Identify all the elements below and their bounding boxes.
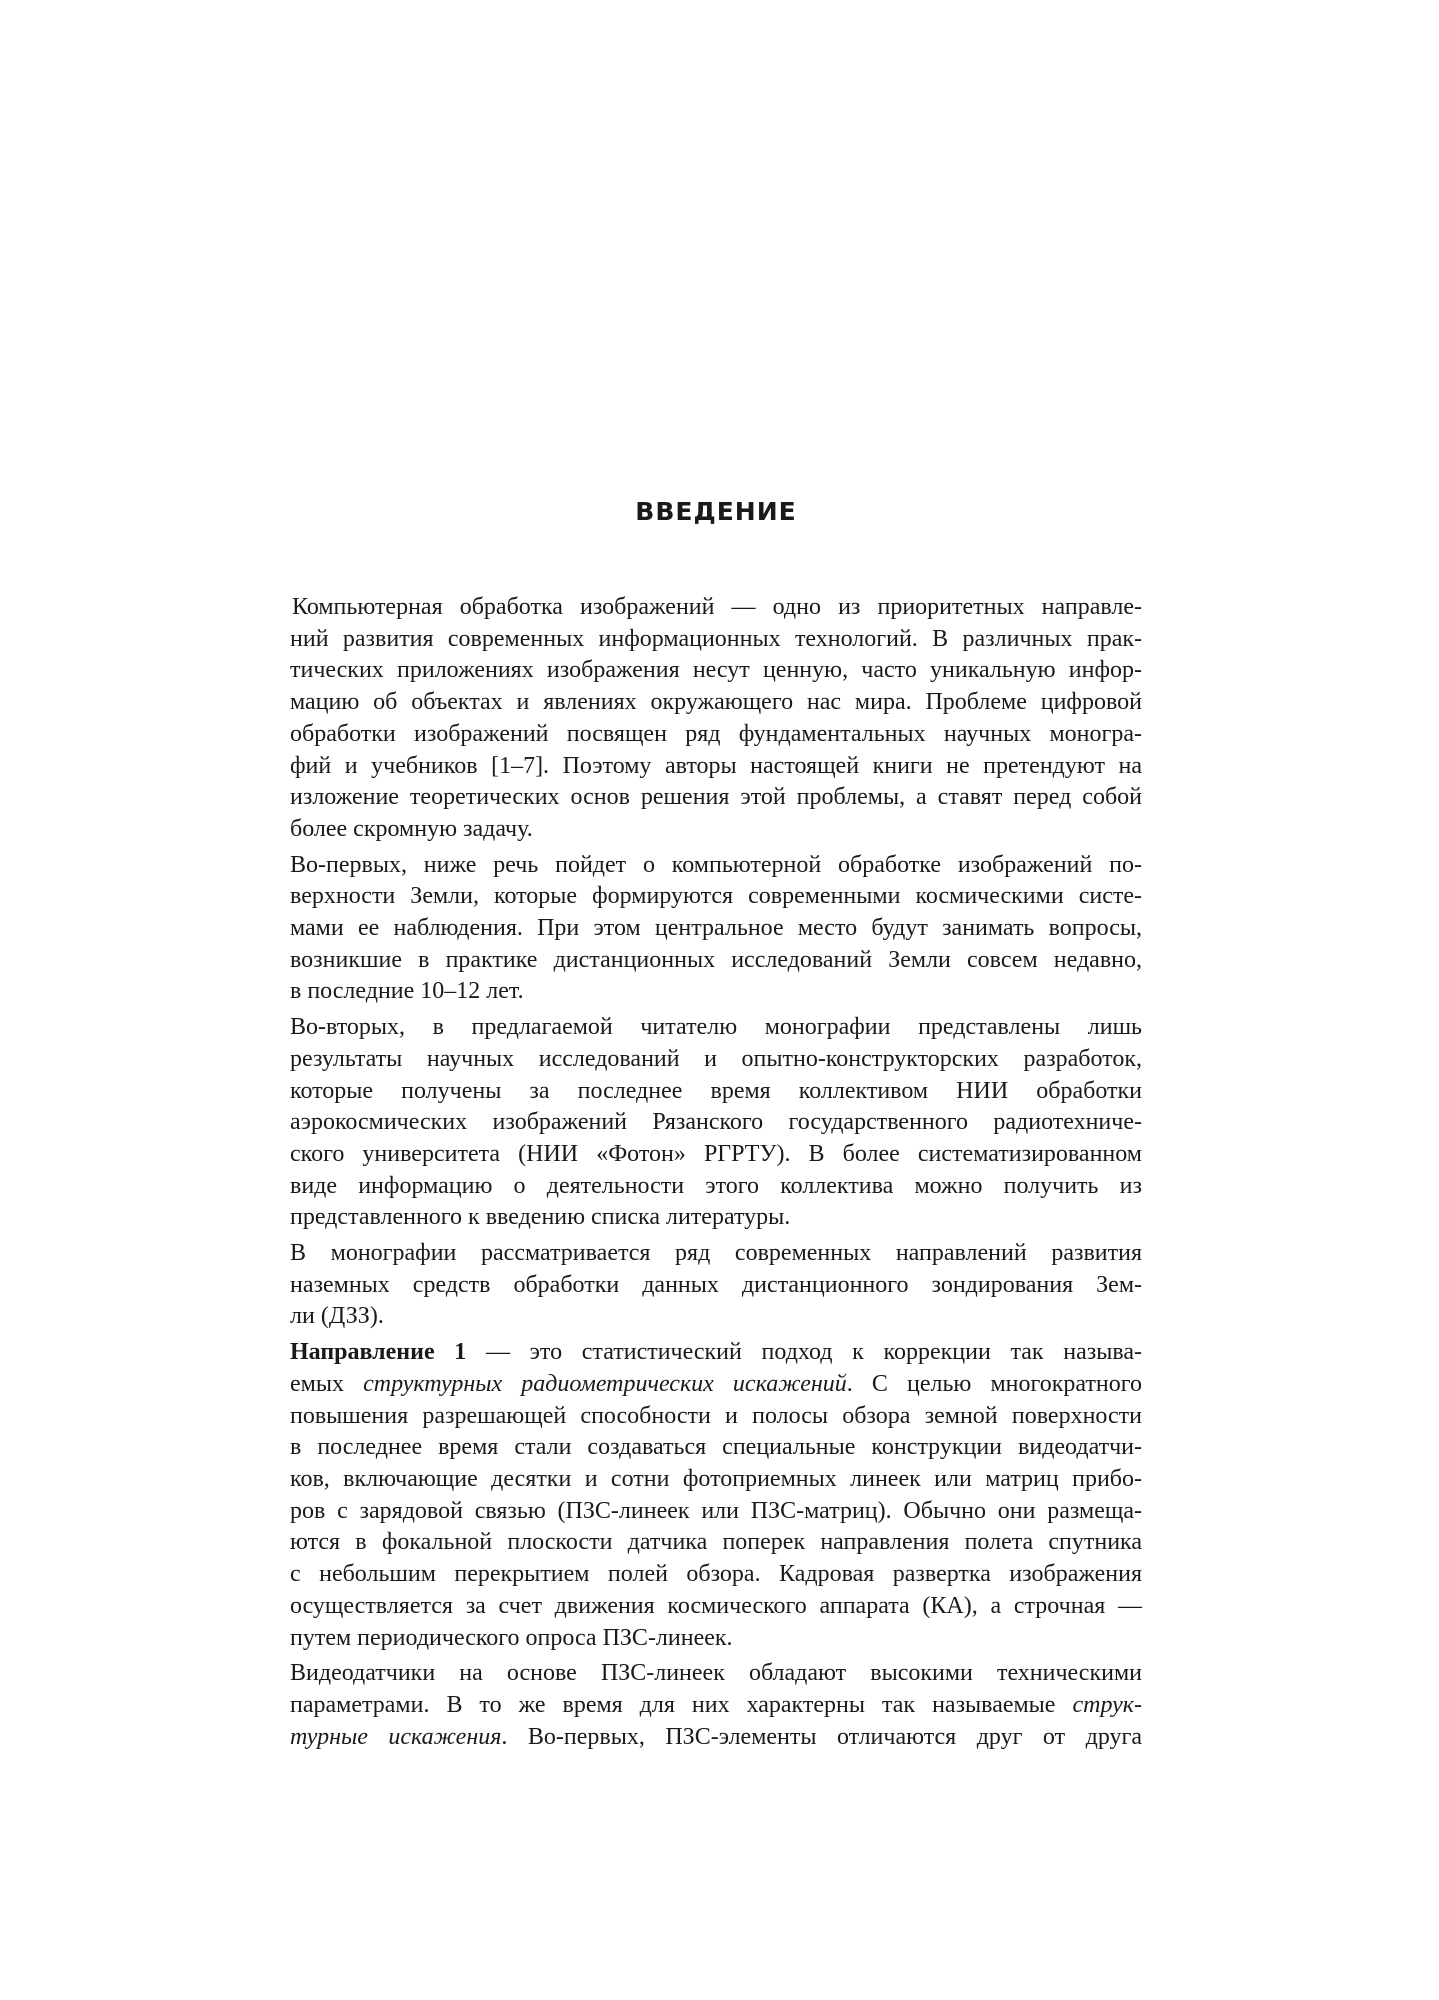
page-content xyxy=(290,490,1142,1755)
paragraph-6 xyxy=(290,1658,1142,1753)
paragraph-5 xyxy=(290,1337,1142,1654)
paragraph-4 xyxy=(290,1238,1142,1333)
text-line: ков, включающие десятки и сотни фотоприемных линеек или матриц прибо- xyxy=(290,1465,1142,1492)
chapter-title: ВВЕДЕНИЕ xyxy=(635,497,797,526)
emphasis-term: струк- xyxy=(1072,1691,1142,1718)
text-line: в последние 10–12 лет. xyxy=(290,978,524,1005)
text-line: обработки изображений посвящен ряд фундаментальных научных моногра- xyxy=(290,720,1142,747)
text-line: осуществляется за счет движения космического аппарата (КА), а строчная — xyxy=(290,1592,1142,1619)
text-line: которые получены за последнее время коллективом НИИ обработки xyxy=(290,1077,1142,1104)
text-line: Во-первых, ниже речь пойдет о компьютерной обработке изображений по- xyxy=(290,851,1142,878)
text-line: тических приложениях изображения несут ценную, часто уникальную инфор- xyxy=(290,657,1142,684)
direction-heading: Направление 1 xyxy=(290,1339,467,1366)
text-line: повышения разрешающей способности и полосы обзора земной поверхности xyxy=(290,1402,1142,1429)
text-line: В монографии рассматривается ряд современных направлений развития xyxy=(290,1240,1142,1267)
text-line: изложение теоретических основ решения этой проблемы, а ставят перед собой xyxy=(290,784,1142,811)
text-line: ров с зарядовой связью (ПЗС-линеек или ПЗС-матриц). Обычно они размеща- xyxy=(290,1497,1142,1524)
text-run: емых xyxy=(290,1370,364,1397)
text-line: в последнее время стали создаваться специальные конструкции видеодатчи- xyxy=(290,1434,1142,1461)
text-line: аэрокосмических изображений Рязанского государственного радиотехниче- xyxy=(290,1109,1142,1136)
text-run: параметрами. В то же время для них характерны так называемые xyxy=(290,1691,1073,1718)
text-run: . Во-первых, ПЗС-элементы отличаются друг от друга xyxy=(501,1723,1142,1750)
text-line xyxy=(290,1337,1142,1369)
text-run: — это статистический подход к коррекции так называ- xyxy=(466,1339,1142,1366)
paragraph-2 xyxy=(290,850,1142,1009)
text-line: представленного к введению списка литературы. xyxy=(290,1204,791,1231)
text-line xyxy=(290,1690,1142,1722)
paragraph-3 xyxy=(290,1012,1142,1234)
text-line: виде информацию о деятельности этого коллектива можно получить из xyxy=(290,1172,1142,1199)
text-line: Компьютерная обработка изображений — одно из приоритетных направле- xyxy=(292,594,1142,620)
text-line: фий и учебников [1–7]. Поэтому авторы настоящей книги не претендуют на xyxy=(290,752,1142,779)
text-line: возникшие в практике дистанционных исследований Земли совсем недавно, xyxy=(290,946,1142,973)
text-line: более скромную задачу. xyxy=(290,815,533,842)
paragraph-1 xyxy=(290,592,1142,846)
text-line: верхности Земли, которые формируются современными космическими систе- xyxy=(290,883,1142,910)
emphasis-term: структурных радиометрических искажений xyxy=(363,1370,847,1397)
text-line: мами ее наблюдения. При этом центральное место будут занимать вопросы, xyxy=(290,915,1142,942)
text-line: ского университета (НИИ «Фотон» РГРТУ). В более систематизированном xyxy=(290,1140,1142,1167)
text-line: Во-вторых, в предлагаемой читателю монографии представлены лишь xyxy=(290,1014,1142,1041)
text-line: наземных средств обработки данных дистанционного зондирования Зем- xyxy=(290,1271,1142,1298)
text-line: результаты научных исследований и опытно-конструкторских разработок, xyxy=(290,1045,1142,1072)
text-line: с небольшим перекрытием полей обзора. Кадровая развертка изображения xyxy=(290,1561,1142,1588)
emphasis-term: турные искажения xyxy=(290,1723,502,1750)
text-line: мацию об объектах и явлениях окружающего нас мира. Проблеме цифровой xyxy=(290,689,1142,716)
text-line: ются в фокальной плоскости датчика поперек направления полета спутника xyxy=(290,1529,1142,1556)
text-run: . С целью многократного xyxy=(846,1370,1142,1397)
text-line xyxy=(290,1369,1142,1401)
text-line: Видеодатчики на основе ПЗС-линеек обладают высокими техническими xyxy=(290,1660,1142,1687)
text-line: ли (ДЗЗ). xyxy=(290,1303,384,1330)
text-line: ний развития современных информационных технологий. В различных прак- xyxy=(290,625,1142,652)
text-line xyxy=(290,1722,1142,1754)
text-line: путем периодического опроса ПЗС-линеек. xyxy=(290,1624,733,1651)
